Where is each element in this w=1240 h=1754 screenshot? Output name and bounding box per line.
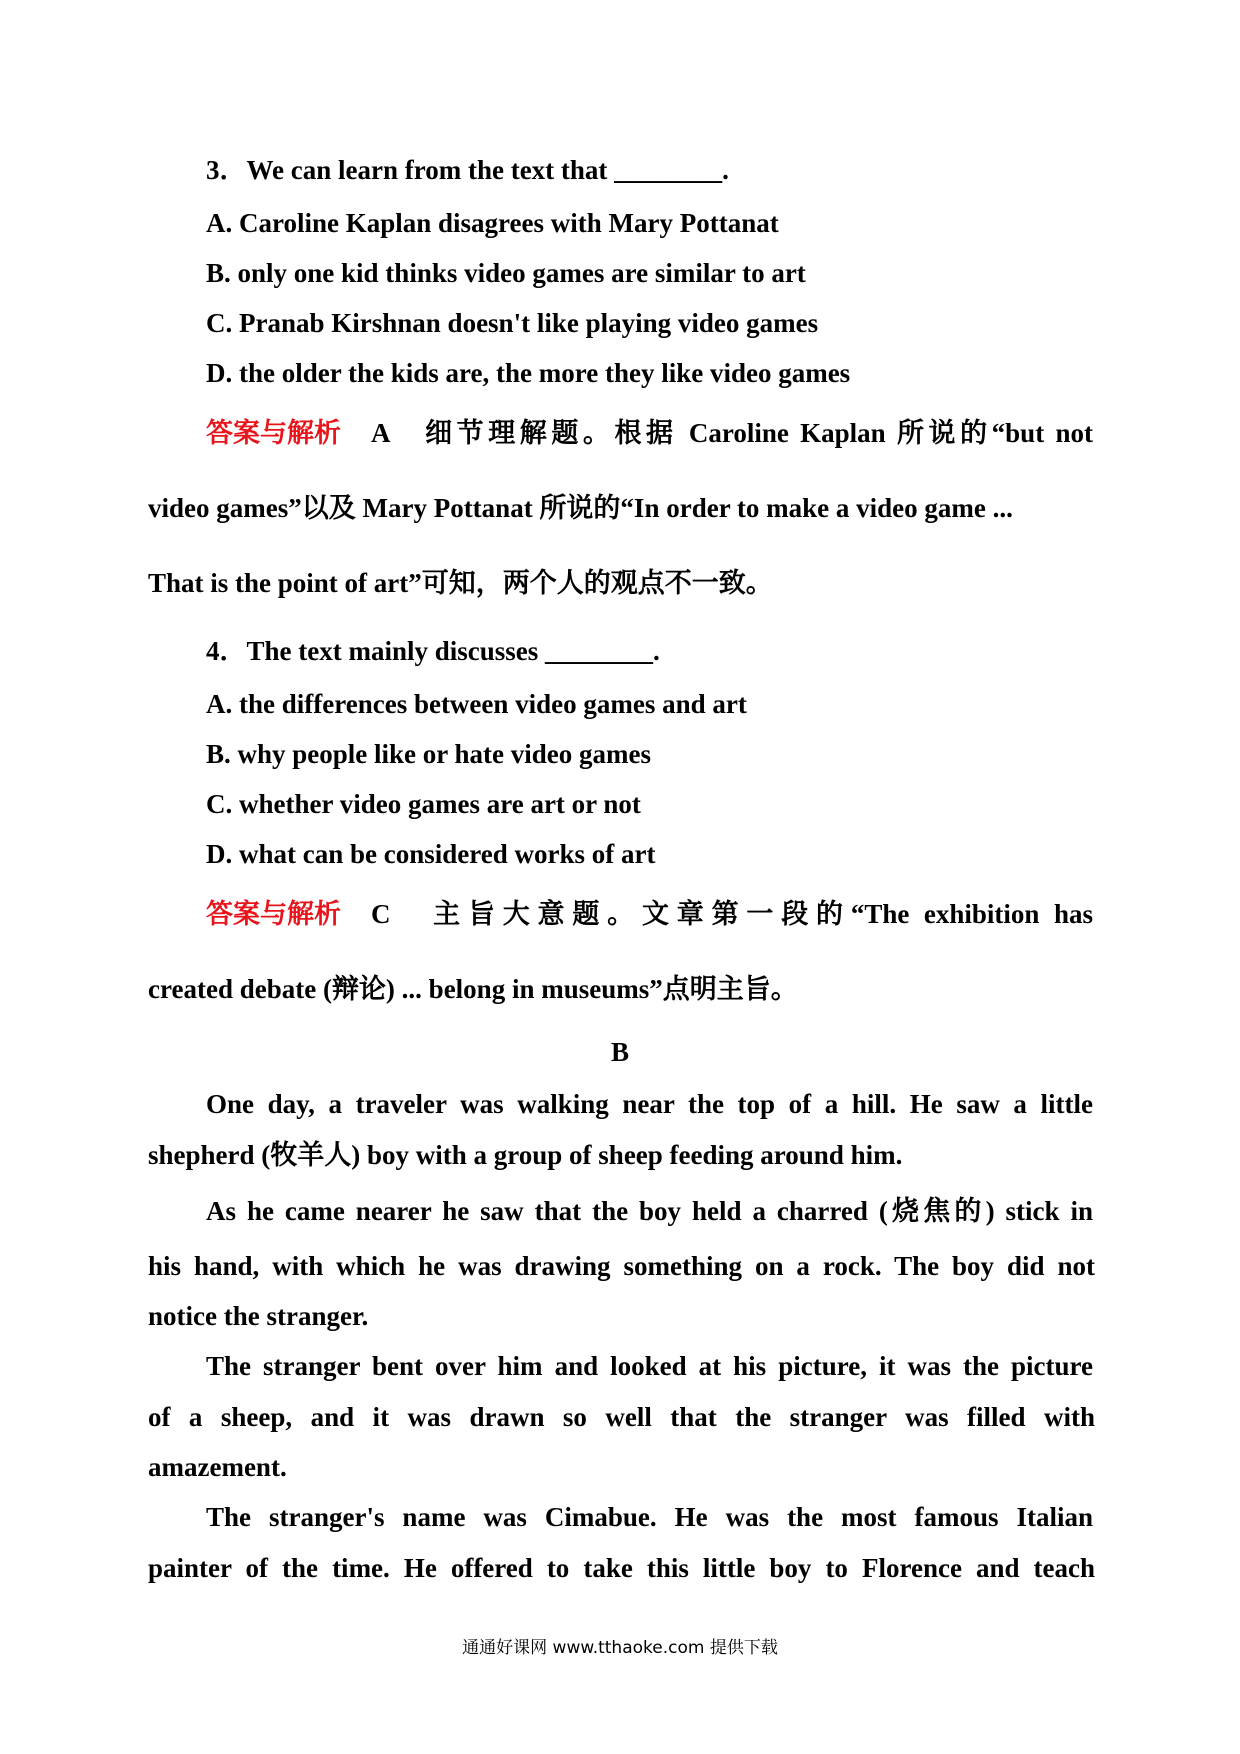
- question-3-option-d: D. the older the kids are, the more they like video games: [206, 358, 851, 388]
- passage-line: of a sheep, and it was drawn so well that the stranger was filled with: [148, 1402, 1095, 1432]
- question-3-option-a: A. Caroline Kaplan disagrees with Mary Pottanat: [206, 208, 779, 238]
- answer-text: A 细节理解题。根据 Caroline Kaplan 所说的“but not: [371, 418, 1093, 448]
- passage-line: shepherd (牧羊人) boy with a group of sheep feeding around him.: [148, 1140, 903, 1170]
- question-4-option-d: D. what can be considered works of art: [206, 839, 656, 869]
- passage-line: notice the stranger.: [148, 1301, 369, 1331]
- question-3-answer-line-2: video games”以及 Mary Pottanat 所说的“In order to make a video game ...: [148, 493, 1013, 523]
- passage-line: As he came nearer he saw that the boy held a charred (烧焦的) stick in: [206, 1196, 1093, 1226]
- question-4-option-c: C. whether video games are art or not: [206, 789, 641, 819]
- question-3-option-c: C. Pranab Kirshnan doesn't like playing video games: [206, 308, 819, 338]
- answer-label: 答案与解析: [206, 899, 341, 929]
- passage-line: One day, a traveler was walking near the top of a hill. He saw a little: [206, 1089, 1093, 1119]
- question-4-option-a: A. the differences between video games and art: [206, 689, 747, 719]
- question-3-stem: 3．We can learn from the text that ________.: [206, 155, 729, 185]
- answer-text: C 主旨大意题。文章第一段的“The exhibition has: [371, 899, 1093, 929]
- question-3-answer-line-1: [206, 417, 1093, 449]
- section-b-title: B: [610, 1037, 629, 1067]
- question-4-stem: 4．The text mainly discusses ________.: [206, 636, 660, 666]
- question-4-answer-line-2: created debate (辩论) ... belong in museums”点明主旨。: [148, 974, 798, 1004]
- question-4-answer-line-1: [206, 898, 1093, 930]
- passage-line: painter of the time. He offered to take this little boy to Florence and teach: [148, 1553, 1095, 1583]
- passage-line: The stranger's name was Cimabue. He was the most famous Italian: [206, 1502, 1093, 1532]
- question-3-option-b: B. only one kid thinks video games are similar to art: [206, 258, 806, 288]
- question-4-option-b: B. why people like or hate video games: [206, 739, 651, 769]
- page-footer: 通通好课网 www.tthaoke.com 提供下载: [462, 1638, 778, 1658]
- passage-line: amazement.: [148, 1452, 287, 1482]
- passage-line: The stranger bent over him and looked at his picture, it was the picture: [206, 1351, 1093, 1381]
- passage-line: his hand, with which he was drawing something on a rock. The boy did not: [148, 1251, 1095, 1281]
- answer-label: 答案与解析: [206, 418, 341, 448]
- question-3-answer-line-3: That is the point of art”可知，两个人的观点不一致。: [148, 568, 773, 598]
